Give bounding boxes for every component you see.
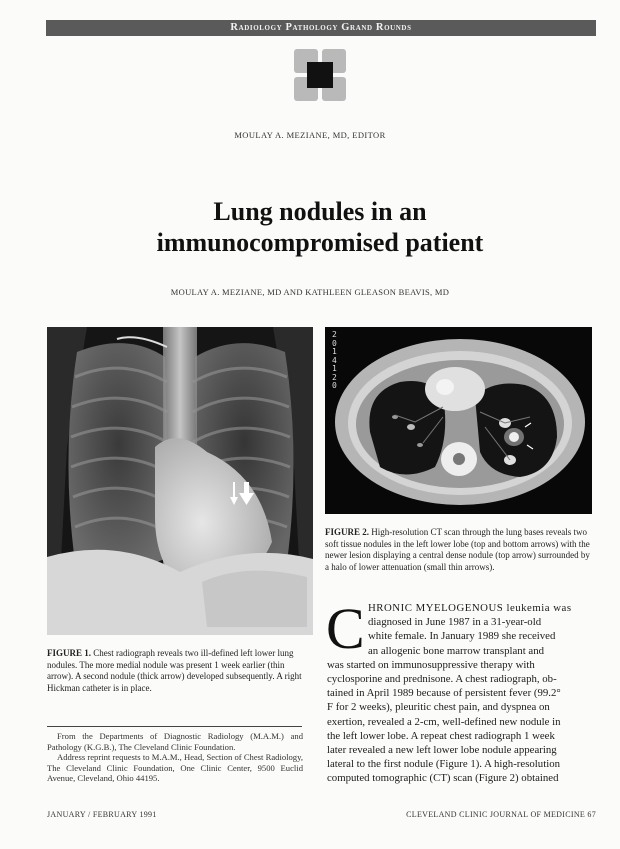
body-line: the left lower lobe. A repeat chest radiograph 1 week: [327, 729, 555, 742]
ct-scan-image: [325, 327, 592, 514]
body-line: later revealed a new left lower lobe nodule appearing: [327, 744, 557, 757]
page-number: 67: [587, 810, 596, 819]
body-line: F for 2 weeks), pleuritic chest pain, and dyspnea on: [327, 701, 550, 714]
body-line: white female. In January 1989 she received: [368, 630, 556, 643]
figure-1-label: FIGURE 1.: [47, 648, 92, 658]
article-authors: MOULAY A. MEZIANE, MD AND KATHLEEN GLEASON BEAVIS, MD: [170, 287, 450, 297]
ct-digit: 0: [332, 381, 337, 390]
figure-1-caption-text: Chest radiograph reveals two ill-defined left lower lung nodules. The more medial nodule was present 1 week earlier (thin arrow). A second nodule (thick arrow) developed subsequently. A right Hickman catheter is in place.: [47, 648, 302, 693]
footnote: [47, 731, 303, 784]
ct-digit: 1: [332, 364, 337, 373]
footer-date: JANUARY / FEBRUARY 1991: [47, 810, 157, 819]
body-line: cyclosporine and prednisone. A chest radiograph, ob-: [327, 673, 557, 686]
body-line: HRONIC MYELOGENOUS leukemia was: [368, 602, 572, 614]
article-title: [60, 196, 580, 258]
body-line: exertion, revealed a 2-cm, well-defined new nodule in: [327, 715, 561, 728]
ct-digit: 2: [332, 330, 337, 339]
editor-line: MOULAY A. MEZIANE, MD, EDITOR: [234, 130, 386, 140]
body-text: [326, 596, 596, 786]
title-line-1: Lung nodules in an: [213, 197, 427, 226]
ct-digit: 4: [332, 355, 337, 365]
chest-radiograph-image: [47, 327, 313, 635]
body-line: tained in April 1989 because of persistent fever (99.2°: [327, 687, 561, 700]
body-line: an allogenic bone marrow transplant and: [368, 644, 544, 657]
body-line: was started on immunosuppressive therapy with: [327, 658, 535, 671]
section-banner: Radiology Pathology Grand Rounds: [46, 20, 596, 36]
figure-2-label: FIGURE 2.: [325, 527, 370, 537]
ct-digit: 1: [332, 347, 337, 356]
footnote-divider: [47, 726, 302, 727]
drop-cap: C: [326, 596, 365, 661]
ct-digit: 2: [332, 372, 337, 382]
figure-2-caption: [325, 527, 592, 573]
ct-scan-annotation: [332, 331, 346, 391]
title-line-2: immunocompromised patient: [156, 228, 484, 257]
ct-digit: 0: [332, 338, 337, 348]
figure-2-caption-text: High-resolution CT scan through the lung bases reveals two soft tissue nodules in the left lower lobe (top and bottom arrows) with the newer lesion displaying a central dense nodule (top arrow) surrounded by a halo of lower attenuation (small thin arrows).: [325, 527, 590, 572]
body-line: diagnosed in June 1987 in a 31-year-old: [368, 616, 542, 629]
footer-journal: [406, 810, 596, 819]
body-line: lateral to the first nodule (Figure 1). A high-resolution: [327, 758, 560, 771]
journal-logo-icon: [294, 49, 346, 101]
figure-1-caption: [47, 648, 307, 694]
footer-journal-name: CLEVELAND CLINIC JOURNAL OF MEDICINE: [406, 810, 586, 819]
footnote-departments: From the Departments of Diagnostic Radiology (M.A.M.) and Pathology (K.G.B.), The Cleveland Clinic Foundation.: [47, 731, 303, 752]
body-line: computed tomographic (CT) scan (Figure 2) obtained: [327, 772, 559, 785]
footnote-reprints: Address reprint requests to M.A.M., Head, Section of Chest Radiology, The Cleveland Clinic Foundation, One Clinic Center, 9500 Euclid Avenue, Cleveland, Ohio 44195.: [47, 752, 303, 784]
